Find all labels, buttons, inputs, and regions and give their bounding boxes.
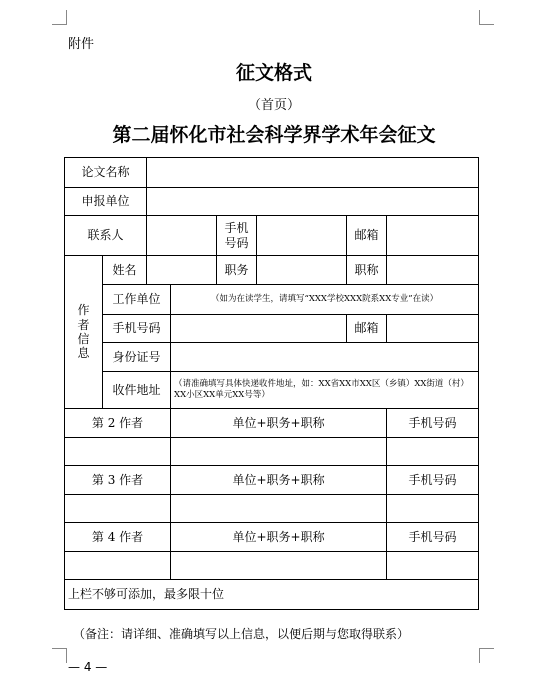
coauthor-4-unit-header: 单位+职务+职称	[171, 523, 387, 552]
table-row	[65, 438, 479, 466]
author-info-label: 作 者 信 息	[65, 256, 103, 409]
id-label: 身份证号	[103, 343, 171, 372]
id-field[interactable]	[171, 343, 479, 372]
work-unit-label: 工作单位	[103, 285, 171, 315]
coauthor-3-unit-field[interactable]	[171, 495, 387, 523]
title-label: 职称	[347, 256, 387, 285]
phone-field[interactable]	[257, 216, 347, 256]
corner-mark-top-right	[479, 10, 494, 25]
coauthor-2-unit-field[interactable]	[171, 438, 387, 466]
table-row	[65, 256, 479, 285]
work-unit-hint[interactable]: （如为在读学生，请填写“XXX学校XXX院系XX专业”在读）	[171, 285, 479, 315]
coauthor-2-name-field[interactable]	[65, 438, 171, 466]
corner-mark-bottom-left	[52, 648, 67, 663]
position-field[interactable]	[257, 256, 347, 285]
coauthor-4-name-field[interactable]	[65, 552, 171, 580]
coauthor-4-phone-header: 手机号码	[387, 523, 479, 552]
page-title: 征文格式	[235, 62, 312, 84]
coauthor-3-phone-header: 手机号码	[387, 466, 479, 495]
table-row	[65, 188, 479, 216]
email-label-2: 邮箱	[347, 315, 387, 343]
email-field-2[interactable]	[387, 315, 479, 343]
coauthor-4-label: 第 4 作者	[65, 523, 171, 552]
submission-form-table	[64, 157, 479, 610]
page-number: — 4 —	[68, 660, 108, 674]
table-row	[65, 466, 479, 495]
contact-label: 联系人	[65, 216, 147, 256]
paper-title-field[interactable]	[147, 158, 479, 188]
name-label: 姓名	[103, 256, 147, 285]
coauthor-2-label: 第 2 作者	[65, 409, 171, 438]
table-row	[65, 495, 479, 523]
page-subtitle: （首页）	[247, 98, 300, 113]
note-text: （备注：请详细、准确填写以上信息，以便后期与您取得联系）	[73, 627, 410, 641]
coauthor-4-phone-field[interactable]	[387, 552, 479, 580]
phone-label: 手机 号码	[217, 216, 257, 256]
coauthor-2-phone-field[interactable]	[387, 438, 479, 466]
table-row	[65, 552, 479, 580]
main-title: 第二届怀化市社会科学界学术年会征文	[112, 124, 436, 146]
table-row	[65, 315, 479, 343]
table-row	[65, 285, 479, 315]
mobile-label: 手机号码	[103, 315, 171, 343]
table-row	[65, 523, 479, 552]
table-row	[65, 158, 479, 188]
mobile-field[interactable]	[171, 315, 347, 343]
coauthor-2-unit-header: 单位+职务+职称	[171, 409, 387, 438]
coauthor-3-unit-header: 单位+职务+职称	[171, 466, 387, 495]
address-hint[interactable]: （请准确填写具体快递收件地址，如：XX省XX市XX区（乡镇）XX街道（村）XX小区XX单元XX号等）	[171, 372, 479, 409]
name-field[interactable]	[147, 256, 217, 285]
table-row	[65, 372, 479, 409]
corner-mark-top-left	[52, 10, 67, 25]
contact-field[interactable]	[147, 216, 217, 256]
coauthor-3-label: 第 3 作者	[65, 466, 171, 495]
table-row	[65, 409, 479, 438]
coauthor-3-phone-field[interactable]	[387, 495, 479, 523]
address-label: 收件地址	[103, 372, 171, 409]
email-label: 邮箱	[347, 216, 387, 256]
table-row	[65, 343, 479, 372]
coauthor-4-unit-field[interactable]	[171, 552, 387, 580]
unit-field[interactable]	[147, 188, 479, 216]
coauthor-2-phone-header: 手机号码	[387, 409, 479, 438]
table-row	[65, 216, 479, 256]
position-label: 职务	[217, 256, 257, 285]
attachment-label: 附件	[68, 37, 95, 52]
email-field[interactable]	[387, 216, 479, 256]
footer-row: 上栏不够可添加，最多限十位	[65, 580, 479, 610]
coauthor-3-name-field[interactable]	[65, 495, 171, 523]
unit-label: 申报单位	[65, 188, 147, 216]
paper-title-label: 论文名称	[65, 158, 147, 188]
title-field[interactable]	[387, 256, 479, 285]
corner-mark-bottom-right	[479, 648, 494, 663]
table-row	[65, 580, 479, 610]
